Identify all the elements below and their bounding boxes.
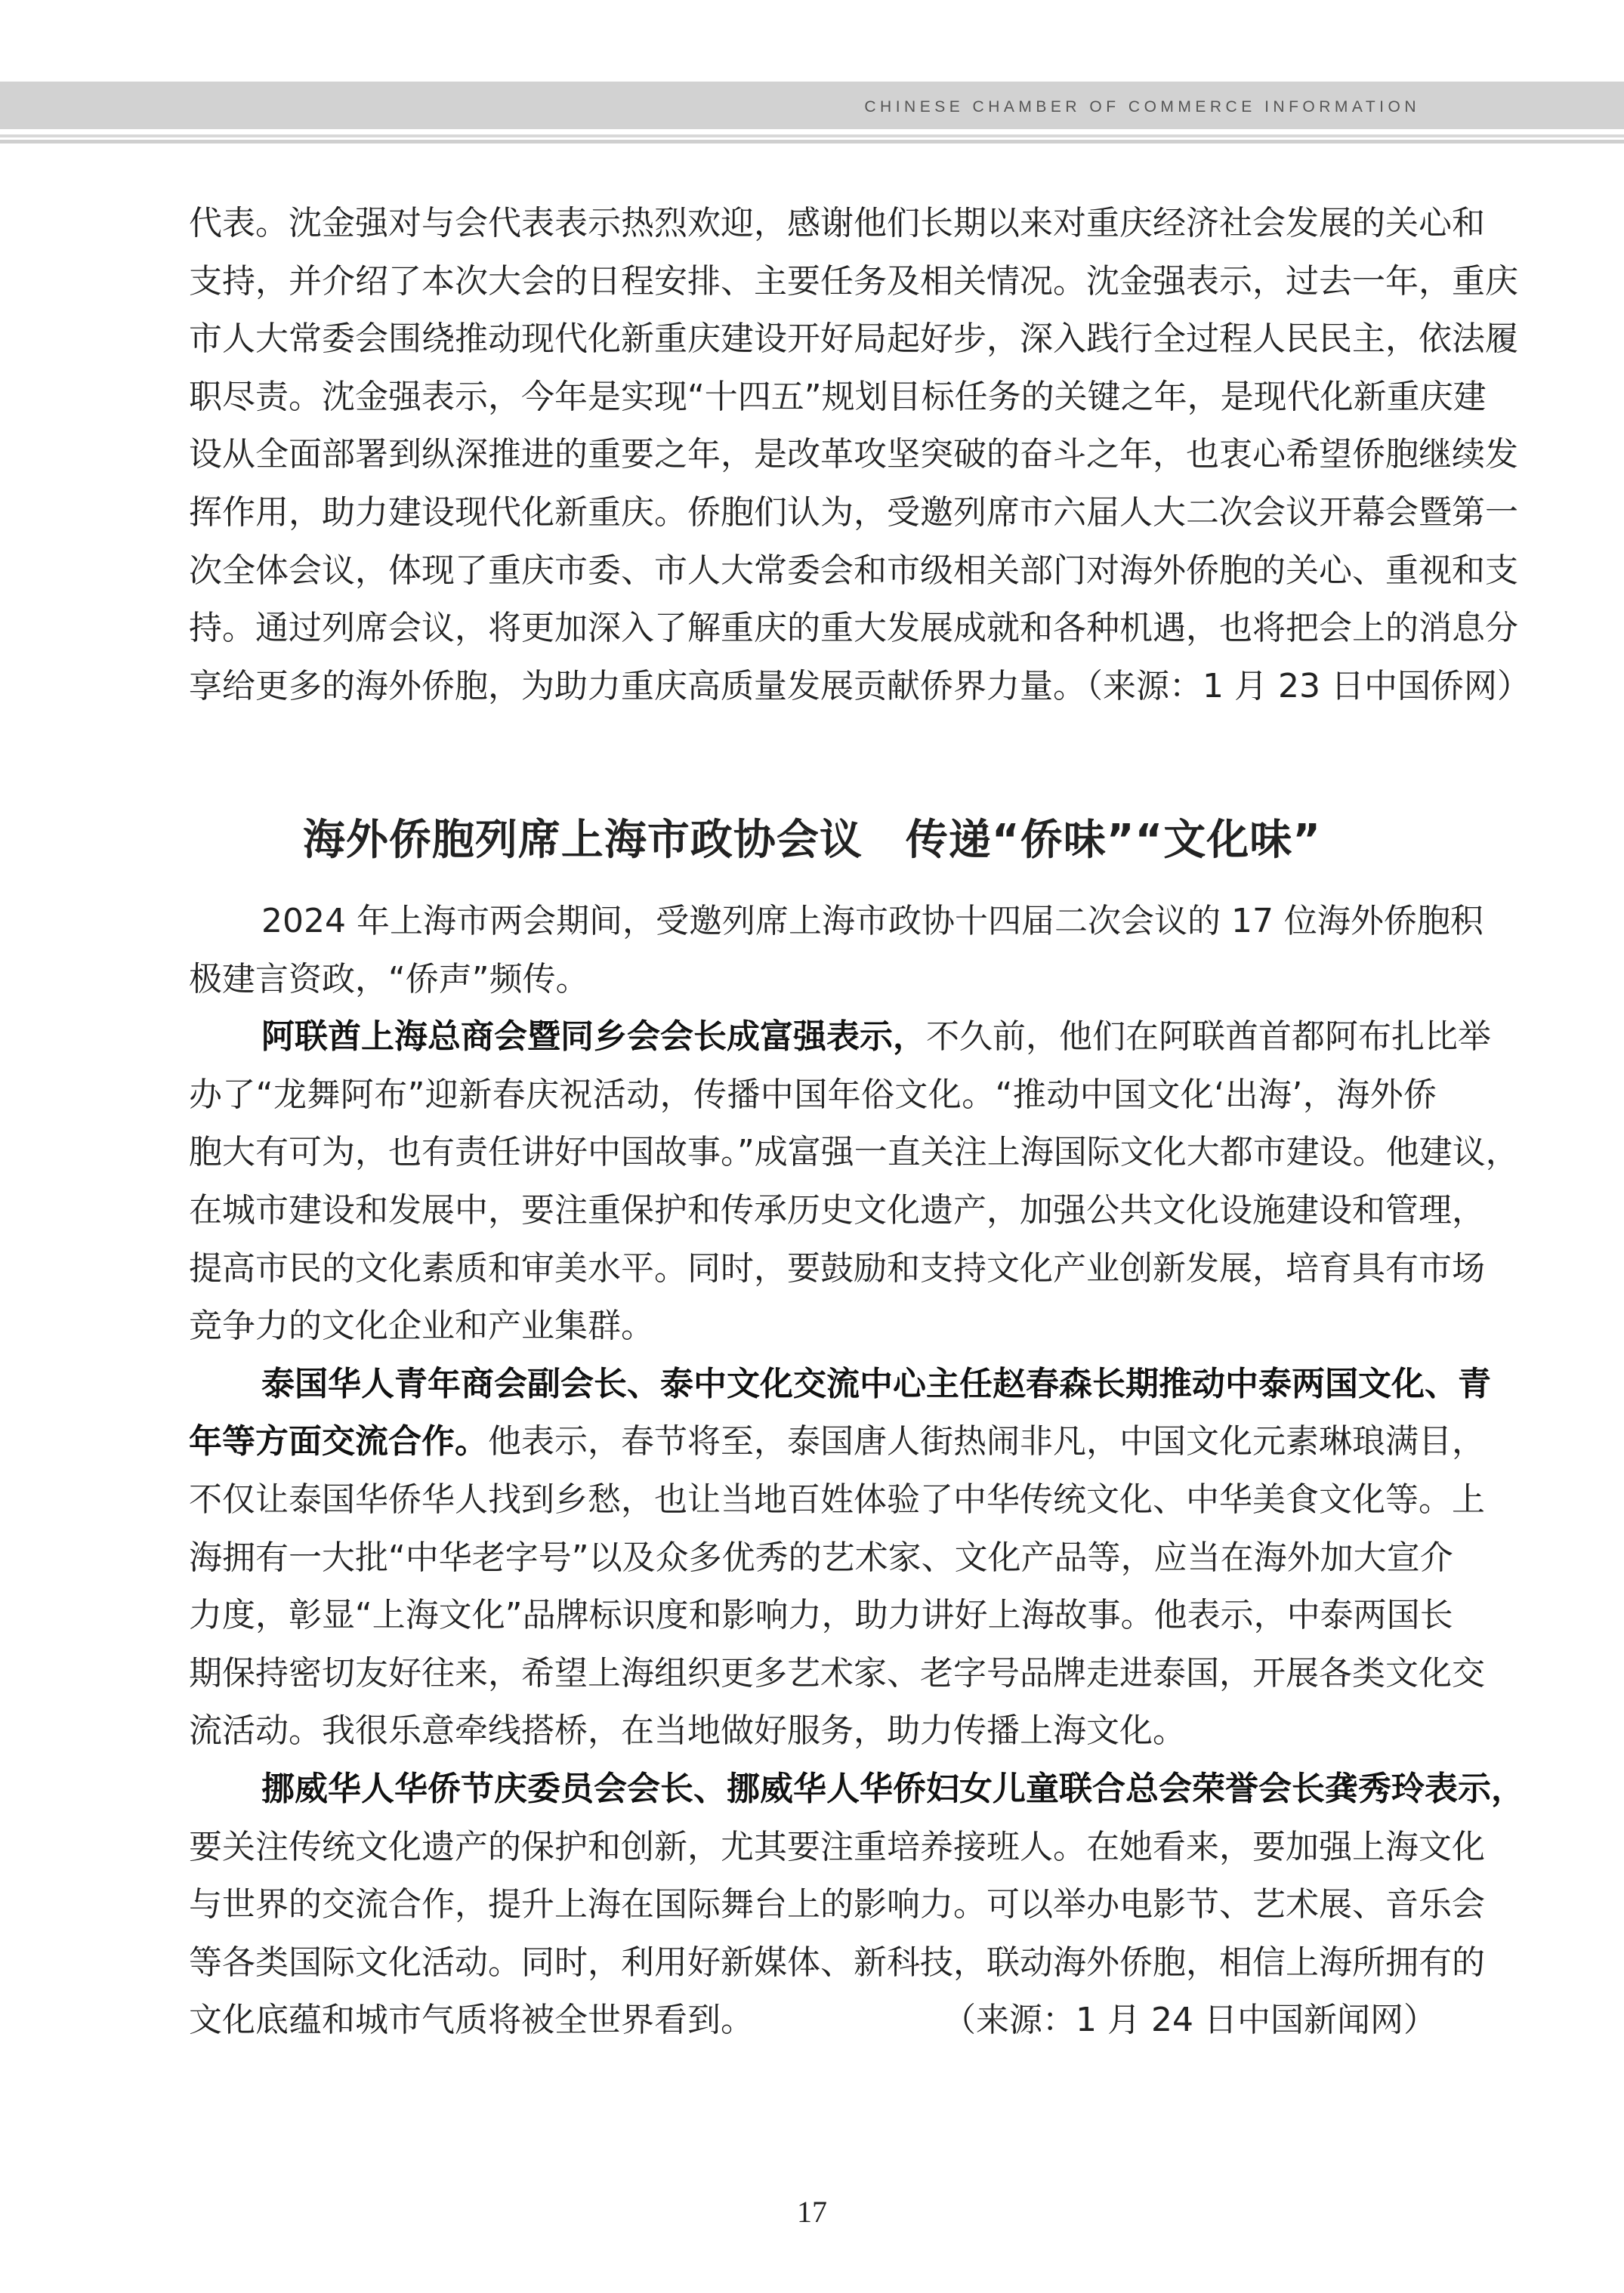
text-segment: 不久前，他们在阿联酋首都阿布扎比举 [926,1017,1491,1057]
text-segment: 持。通过列席会议，将更加深入了解重庆的重大发展成就和各种机遇，也将把会上的消息分 [189,609,1518,648]
text-line [189,1645,1485,1703]
text-line [189,1761,1524,1819]
text-segment: 支持，并介绍了本次大会的日程安排、主要任务及相关情况。沈金强表示，过去一年，重庆 [189,261,1518,301]
text-line [189,1587,1453,1645]
text-line [189,542,1518,600]
text-line [189,1992,1437,2050]
bold-lead-text: 年等方面交流合作。 [189,1422,488,1461]
text-line [189,1124,1519,1182]
text-segment: 次全体会议，体现了重庆市委、市人大常委会和市级相关部门对海外侨胞的关心、重视和支 [189,551,1518,590]
text-line [189,893,1484,951]
text-line [189,1356,1491,1414]
running-header-title: CHINESE CHAMBER OF COMMERCE INFORMATION [864,98,1420,116]
text-segment: 办了“龙舞阿布”迎新春庆祝活动，传播中国年俗文化。“推动中国文化‘出海’，海外侨 [189,1075,1437,1114]
page-number: 17 [797,2195,827,2229]
text-line [189,1008,1491,1066]
text-segment: 期保持密切友好往来，希望上海组织更多艺术家、老字号品牌走进泰国，开展各类文化交 [189,1653,1485,1693]
text-segment: 等各类国际文化活动。同时，利用好新媒体、新科技，联动海外侨胞，相信上海所拥有的 [189,1943,1485,1982]
text-segment: 力度，彰显“上海文化”品牌标识度和影响力，助力讲好上海故事。他表示，中泰两国长 [189,1596,1453,1635]
text-line [189,1934,1485,1992]
text-segment: 设从全面部署到纵深推进的重要之年，是改革攻坚突破的奋斗之年，也衷心希望侨胞继续发 [189,435,1518,474]
continued-article-text [189,195,1530,715]
text-segment: 胞大有可为，也有责任讲好中国故事。”成富强一直关注上海国际文化大都市建设。他建议， [189,1133,1519,1172]
text-line [189,1413,1485,1471]
header-divider [0,134,1624,137]
source-citation: （来源：1 月 24 日中国新闻网） [943,2001,1437,2040]
text-segment: 海拥有一大批“中华老字号”以及众多优秀的艺术家、文化产品等，应当在海外加大宣介 [189,1538,1453,1577]
text-segment: 要关注传统文化遗产的保护和创新，尤其要注重培养接班人。在她看来，要加强上海文化 [189,1827,1485,1866]
text-line [189,1876,1485,1934]
bold-lead-text: 挪威华人华侨节庆委员会会长、挪威华人华侨妇女儿童联合总会荣誉会长龚秀玲表示， [261,1769,1524,1808]
text-line [189,484,1518,542]
text-line [189,951,1437,1009]
running-header-band [0,82,1624,129]
text-segment: 享给更多的海外侨胞，为助力重庆高质量发展贡献侨界力量。（来源：1 月 23 日中国侨网） [189,666,1530,705]
text-line [189,1182,1485,1240]
text-line [189,1240,1485,1298]
text-segment: 2024 年上海市两会期间，受邀列席上海市政协十四届二次会议的 17 位海外侨胞积 [261,902,1484,940]
header-divider [0,140,1624,144]
text-segment: 不仅让泰国华侨华人找到乡愁，也让当地百姓体验了中华传统文化、中华美食文化等。上 [189,1480,1485,1519]
text-line [189,426,1518,484]
text-segment: 与世界的交流合作，提升上海在国际舞台上的影响力。可以举办电影节、艺术展、音乐会 [189,1885,1485,1924]
text-line [189,1529,1453,1588]
text-line [189,369,1487,427]
bold-lead-text: 泰国华人青年商会副会长、泰中文化交流中心主任赵春森长期推动中泰两国文化、青 [261,1364,1491,1403]
article-body [189,893,1524,2050]
text-segment: 提高市民的文化素质和审美水平。同时，要鼓励和支持文化产业创新发展，培育具有市场 [189,1248,1485,1288]
text-segment: 文化底蕴和城市气质将被全世界看到。 [189,2001,754,2040]
text-segment: 极建言资政，“侨声”频传。 [189,959,589,998]
text-line [189,310,1518,369]
text-line [189,1702,1437,1761]
text-segment: 挥作用，助力建设现代化新重庆。侨胞们认为，受邀列席市六届人大二次会议开幕会暨第一 [189,492,1518,532]
text-segment: 流活动。我很乐意牵线搭桥，在当地做好服务，助力传播上海文化。 [189,1711,1186,1751]
article-title: 海外侨胞列席上海市政协会议 传递“侨味”“文化味” [302,816,1322,865]
text-segment: 竞争力的文化企业和产业集群。 [189,1307,654,1346]
text-line [189,253,1518,311]
text-segment: 市人大常委会围绕推动现代化新重庆建设开好局起好步，深入践行全过程人民民主，依法履 [189,319,1518,359]
text-line [189,1819,1485,1877]
text-segment: 在城市建设和发展中，要注重保护和传承历史文化遗产，加强公共文化设施建设和管理， [189,1190,1485,1230]
text-line [189,1471,1485,1529]
text-line [189,1298,1437,1356]
text-segment: 他表示，春节将至，泰国唐人街热闹非凡，中国文化元素琳琅满目， [488,1422,1485,1461]
text-line [189,1066,1437,1125]
text-line [189,658,1530,716]
bold-lead-text: 阿联酋上海总商会暨同乡会会长成富强表示， [261,1017,926,1057]
text-segment: 职尽责。沈金强表示，今年是实现“十四五”规划目标任务的关键之年，是现代化新重庆建 [189,377,1487,416]
text-line [189,195,1485,253]
text-segment: 代表。沈金强对与会代表表示热烈欢迎，感谢他们长期以来对重庆经济社会发展的关心和 [189,204,1485,242]
text-line [189,600,1518,658]
